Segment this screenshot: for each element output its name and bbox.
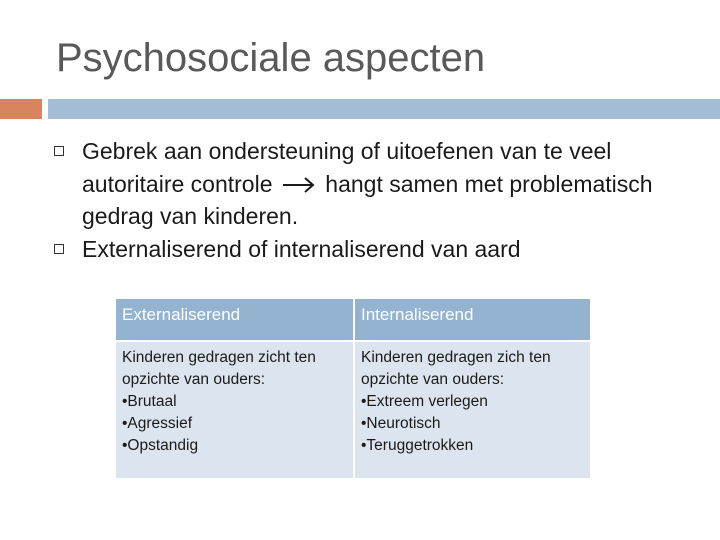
table-header-row (116, 299, 590, 340)
list-item: •Brutaal (122, 393, 177, 410)
cell-externaliserend (116, 342, 353, 478)
list-item: •Opstandig (122, 437, 199, 454)
list-item: •Neurotisch (361, 415, 441, 432)
square-bullet-icon (54, 244, 64, 254)
bullet-text: Externaliserend of internaliserend van aard (82, 235, 521, 262)
bullet-item (50, 135, 710, 233)
bullet-item (50, 233, 710, 266)
title-accent-bar (0, 99, 42, 119)
slide-title: Psychosociale aspecten (56, 36, 486, 80)
list-item: •Extreem verlegen (361, 393, 488, 410)
header-internaliserend: Internaliserend (355, 299, 590, 340)
cell-intro: Kinderen gedragen zicht ten opzichte van ouders: (122, 349, 316, 388)
bullet-text-after: hangt samen met problematisch gedrag van kinderen. (82, 170, 653, 229)
list-item: •Agressief (122, 415, 193, 432)
arrow-right-icon (281, 176, 317, 194)
comparison-table (114, 297, 592, 480)
cell-internaliserend (355, 342, 590, 478)
list-item: •Teruggetrokken (361, 437, 474, 454)
title-divider-bar (48, 99, 720, 119)
bullet-text-before: Gebrek aan ondersteuning of uitoefenen van te veel autoritaire controle (82, 138, 612, 197)
cell-intro: Kinderen gedragen zich ten opzichte van ouders: (361, 349, 551, 388)
header-externaliserend: Externaliserend (116, 299, 353, 340)
table-row (116, 342, 590, 478)
square-bullet-icon (54, 146, 64, 156)
bullet-list (50, 135, 710, 265)
